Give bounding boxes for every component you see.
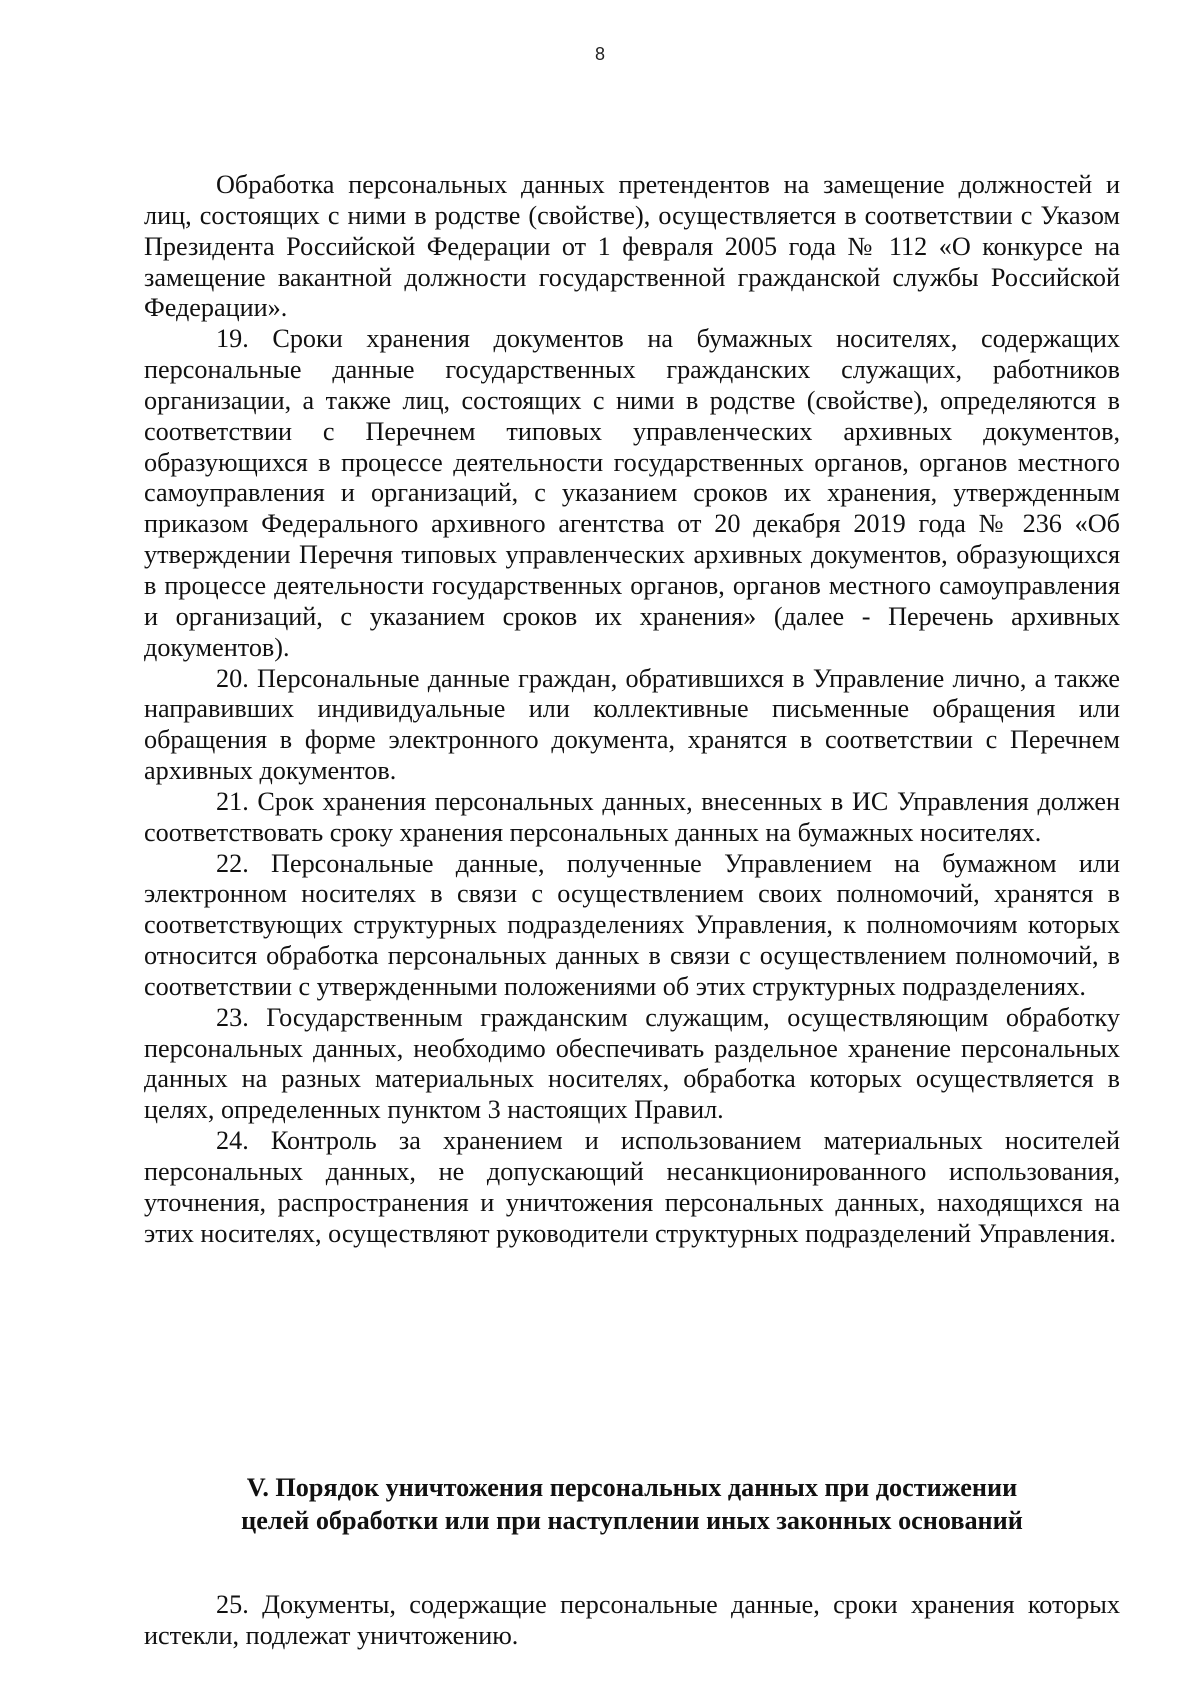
page-number: 8 xyxy=(594,44,605,64)
section-body xyxy=(144,1590,1120,1652)
paragraph-20: 20. Персональные данные граждан, обратившихся в Управление лично, а также направивших индивидуальные или коллективные письменные обращения или обращения в форме электронного документа, хранятся в соответствии с Перечнем архивных документов. xyxy=(144,663,1120,786)
paragraph-25: 25. Документы, содержащие персональные данные, сроки хранения которых истекли, подлежат уничтожению. xyxy=(144,1590,1120,1650)
section-heading-line-2: целей обработки или при наступлении иных законных оснований xyxy=(241,1506,1023,1535)
paragraph-21: 21. Срок хранения персональных данных, внесенных в ИС Управления должен соответствовать сроку хранения персональных данных на бумажных носителях. xyxy=(144,786,1120,847)
section-heading-line-1: V. Порядок уничтожения персональных данных при достижении xyxy=(246,1473,1018,1502)
document-body xyxy=(144,170,1120,1250)
section-heading xyxy=(144,1471,1120,1537)
paragraph-23: 23. Государственным гражданским служащим, осуществляющим обработку персональных данных, необходимо обеспечивать раздельное хранение персональных данных на разных материальных носителях, обработка которых осуществляется в целях, определенных пунктом 3 настоящих Правил. xyxy=(144,1002,1120,1125)
paragraph-24: 24. Контроль за хранением и использованием материальных носителей персональных данных, не допускающий несанкционированного использования, уточнения, распространения и уничтожения персональных данных, находящихся на этих носителях, осуществляют руководители структурных подразделений Управления. xyxy=(144,1126,1120,1248)
paragraph-22: 22. Персональные данные, полученные Управлением на бумажном или электронном носителях в связи с осуществлением своих полномочий, хранятся в соответствующих структурных подразделениях Управления, к полномочиям которых относится обработка персональных данных в связи с осуществлением полномочий, в соответствии с утвержденными положениями об этих структурных подразделениях. xyxy=(144,848,1120,1001)
paragraph-intro: Обработка персональных данных претендентов на замещение должностей и лиц, состоящих с ними в родстве (свойстве), осуществляется в соответствии с Указом Президента Российской Федерации от 1 февраля 2005 года № 112 «О конкурсе на замещение вакантной должности государственной гражданской службы Российской Федерации». xyxy=(144,170,1120,323)
paragraph-19: 19. Сроки хранения документов на бумажных носителях, содержащих персональные данные государственных гражданских служащих, работников организации, а также лиц, состоящих с ними в родстве (свойстве), определяются в соответствии с Перечнем типовых управленческих архивных документов, образующихся в процессе деятельности государственных органов, органов местного самоуправления и организаций, с указанием сроков их хранения, утвержденным приказом Федерального архивного агентства от 20 декабря 2019 года № 236 «Об утверждении Перечня типовых управленческих архивных документов, образующихся в процессе деятельности государственных органов, органов местного самоуправления и организаций, с указанием сроков их хранения» (далее - Перечень архивных документов). xyxy=(144,324,1120,662)
